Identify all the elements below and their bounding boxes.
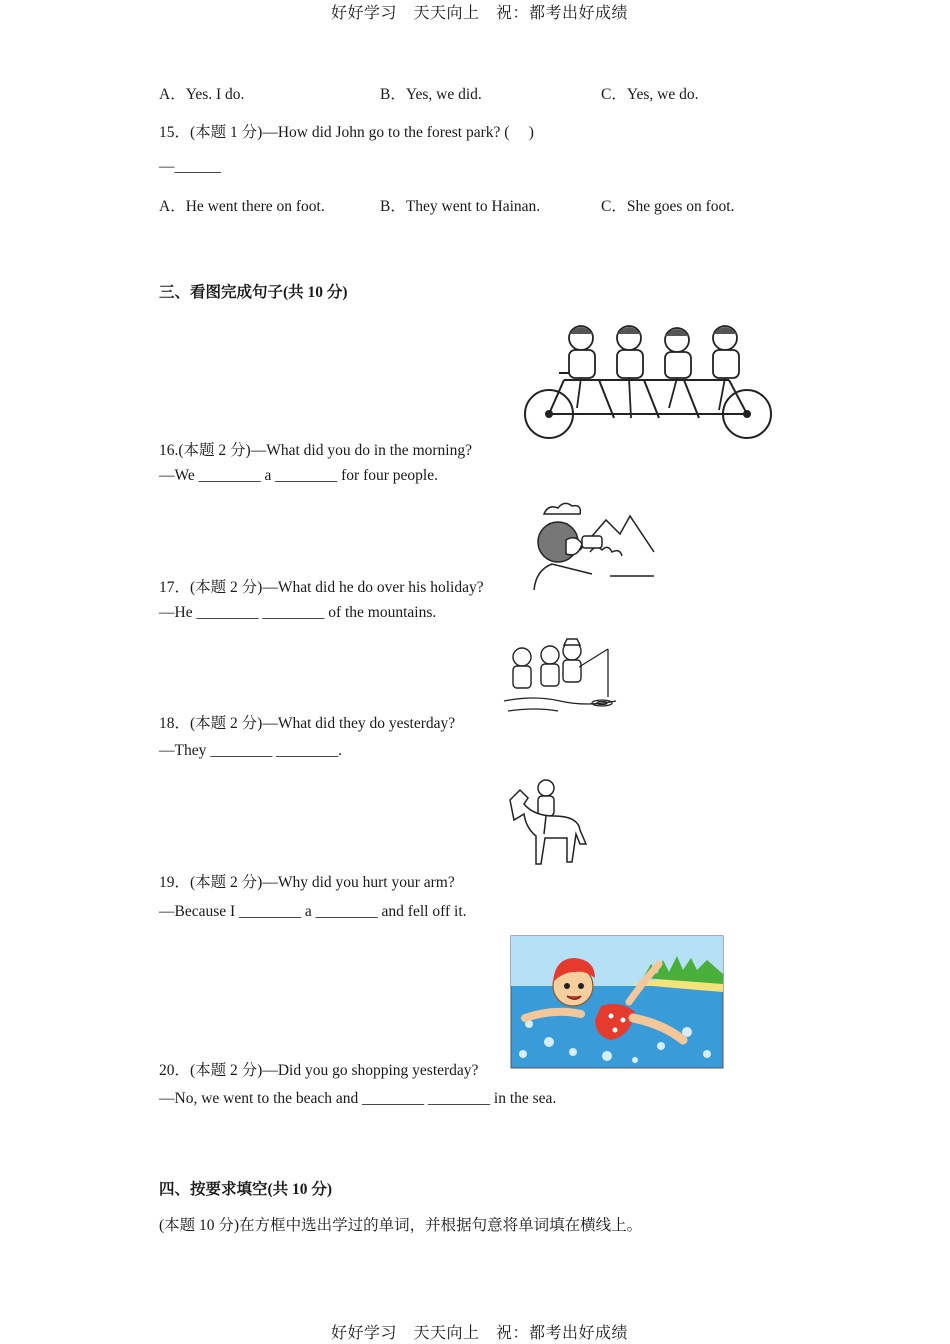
q19-answer: —Because I ________ a ________ and fell off it. — [159, 903, 467, 920]
boy-binoculars-mountains-illustration — [530, 500, 654, 590]
q14-option-b: B．Yes, we did. — [380, 86, 482, 103]
q20-answer: —No, we went to the beach and ________ ________ in the sea. — [159, 1090, 557, 1107]
section-3-title: 三、看图完成句子(共 10 分) — [159, 284, 348, 301]
q14-option-c: C．Yes, we do. — [601, 86, 699, 103]
q15-stem: 15．(本题 1 分)—How did John go to the forest park? ( ) — [159, 124, 534, 141]
tandem-bicycle-illustration — [519, 318, 779, 440]
q16-stem: 16.(本题 2 分)—What did you do in the morning? — [159, 442, 472, 459]
q15-option-b: B．They went to Hainan. — [380, 198, 541, 215]
q18-answer: —They ________ ________. — [159, 742, 342, 759]
q20-stem: 20．(本题 2 分)—Did you go shopping yesterday? — [159, 1062, 479, 1079]
q14-option-a: A．Yes. I do. — [159, 86, 245, 103]
q17-stem: 17．(本题 2 分)—What did he do over his holiday? — [159, 579, 484, 596]
q17-answer: —He ________ ________ of the mountains. — [159, 604, 437, 621]
page-header: 好好学习 天天向上 祝：都考出好成绩 — [331, 5, 629, 22]
section-4-instruction: (本题 10 分)在方框中选出学过的单词，并根据句意将单词填在横线上。 — [159, 1217, 643, 1234]
q15-answer-line: —______ — [159, 158, 221, 175]
boy-riding-horse-illustration — [504, 776, 590, 886]
q15-option-c: C．She goes on foot. — [601, 198, 735, 215]
q15-option-a: A．He went there on foot. — [159, 198, 325, 215]
q19-stem: 19．(本题 2 分)—Why did you hurt your arm? — [159, 874, 455, 891]
section-4-title: 四、按要求填空(共 10 分) — [159, 1181, 333, 1198]
q16-answer: —We ________ a ________ for four people. — [159, 467, 438, 484]
q18-stem: 18．(本题 2 分)—What did they do yesterday? — [159, 715, 456, 732]
page-footer: 好好学习 天天向上 祝：都考出好成绩 — [331, 1325, 629, 1342]
children-fishing-illustration — [504, 637, 616, 719]
girl-swimming-illustration — [511, 936, 723, 1068]
